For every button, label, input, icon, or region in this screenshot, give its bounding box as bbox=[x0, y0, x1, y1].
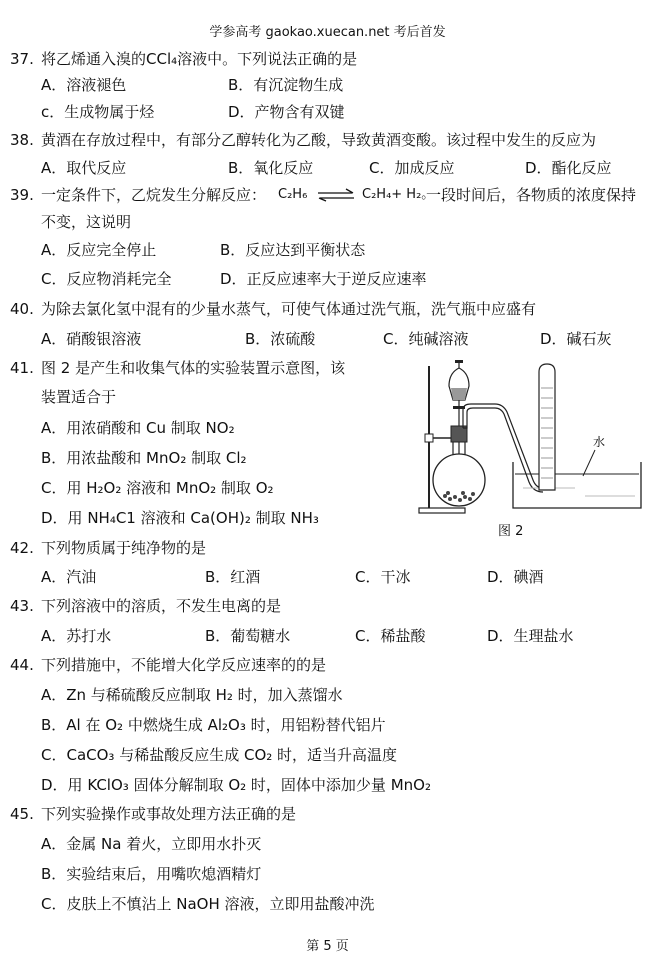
option-d: D．用 NH₄C1 溶液和 Ca(OH)₂ 制取 NH₃ bbox=[41, 509, 319, 527]
question-stem: 黄酒在存放过程中，有部分乙醇转化为乙酸，导致黄酒变酸。该过程中发生的反应为 bbox=[41, 131, 597, 149]
question-number: 41. bbox=[10, 359, 34, 377]
option-c: C．加成反应 bbox=[369, 159, 455, 177]
question-stem: 下列实验操作或事故处理方法正确的是 bbox=[41, 805, 297, 823]
option-b: B．葡萄糖水 bbox=[205, 627, 291, 645]
question-stem: 下列物质属于纯净物的是 bbox=[41, 539, 207, 557]
option-a: A．取代反应 bbox=[41, 159, 127, 177]
question-number: 40. bbox=[10, 300, 34, 318]
figure-caption: 图 2 bbox=[498, 524, 524, 539]
page-footer: 第 5 页 bbox=[306, 939, 349, 954]
question-37 bbox=[10, 48, 357, 70]
option-d: D．用 KClO₃ 固体分解制取 O₂ 时，固体中添加少量 MnO₂ bbox=[41, 776, 431, 794]
option-a: A．苏打水 bbox=[41, 627, 112, 645]
option-b: B．有沉淀物生成 bbox=[228, 76, 344, 94]
question-stem: 一定条件下，乙烷发生分解反应： bbox=[41, 186, 267, 204]
option-c: C．用 H₂O₂ 溶液和 MnO₂ 制取 O₂ bbox=[41, 479, 274, 497]
option-c: C．CaCO₃ 与稀盐酸反应生成 CO₂ 时，适当升高温度 bbox=[41, 746, 398, 764]
option-d: D．酯化反应 bbox=[525, 159, 612, 177]
question-38 bbox=[10, 129, 596, 151]
option-a: A．反应完全停止 bbox=[41, 241, 157, 259]
question-42 bbox=[10, 537, 206, 559]
question-stem-cont: 不变，这说明 bbox=[41, 213, 132, 231]
option-b: B．氧化反应 bbox=[228, 159, 314, 177]
question-number: 39. bbox=[10, 186, 34, 204]
equation-left: C₂H₆ bbox=[278, 187, 308, 202]
question-number: 38. bbox=[10, 131, 34, 149]
option-b: B．浓硫酸 bbox=[245, 330, 316, 348]
page-header: 学参高考 gaokao.xuecan.net 考后首发 bbox=[209, 25, 446, 40]
question-40 bbox=[10, 298, 536, 320]
question-43 bbox=[10, 595, 281, 617]
option-a: A．汽油 bbox=[41, 568, 97, 586]
equilibrium-arrow-icon bbox=[316, 188, 356, 202]
option-c: C．干冰 bbox=[355, 568, 411, 586]
option-c: C．皮肤上不慎沾上 NaOH 溶液，立即用盐酸冲洗 bbox=[41, 895, 375, 913]
option-d: D．产物含有双键 bbox=[228, 103, 345, 121]
question-number: 42. bbox=[10, 539, 34, 557]
question-stem-cont: 一段时间后，各物质的浓度保持 bbox=[426, 186, 637, 204]
option-b: B．用浓盐酸和 MnO₂ 制取 Cl₂ bbox=[41, 449, 247, 467]
question-stem: 为除去氯化氢中混有的少量水蒸气，可使气体通过洗气瓶，洗气瓶中应盛有 bbox=[41, 300, 537, 318]
equation-right: C₂H₄+ H₂。 bbox=[362, 187, 435, 202]
option-d: D．碘酒 bbox=[487, 568, 544, 586]
question-stem: 将乙烯通入溴的CCl₄溶液中。下列说法正确的是 bbox=[41, 50, 358, 68]
question-stem: 下列措施中，不能增大化学反应速率的的是 bbox=[41, 656, 327, 674]
question-number: 44. bbox=[10, 656, 34, 674]
question-number: 43. bbox=[10, 597, 34, 615]
option-d: D．碱石灰 bbox=[540, 330, 612, 348]
option-c: C．反应物消耗完全 bbox=[41, 270, 172, 288]
option-b: B．实验结束后，用嘴吹熄酒精灯 bbox=[41, 865, 262, 883]
option-b: B．反应达到平衡状态 bbox=[220, 241, 366, 259]
question-39 bbox=[10, 184, 266, 206]
option-a: A．金属 Na 着火，立即用水扑灭 bbox=[41, 835, 262, 853]
option-a: A．Zn 与稀硫酸反应制取 H₂ 时，加入蒸馏水 bbox=[41, 686, 343, 704]
option-d: D．生理盐水 bbox=[487, 627, 574, 645]
option-a: A．溶液褪色 bbox=[41, 76, 127, 94]
option-a: A．用浓硝酸和 Cu 制取 NO₂ bbox=[41, 419, 235, 437]
question-number: 37. bbox=[10, 50, 34, 68]
question-44 bbox=[10, 654, 326, 676]
option-b: B．红酒 bbox=[205, 568, 261, 586]
option-d: D．正反应速率大于逆反应速率 bbox=[220, 270, 427, 288]
question-stem-cont: 装置适合于 bbox=[41, 388, 117, 406]
question-45 bbox=[10, 803, 296, 825]
option-c: C．纯碱溶液 bbox=[383, 330, 469, 348]
option-a: A．硝酸银溶液 bbox=[41, 330, 142, 348]
question-stem: 图 2 是产生和收集气体的实验装置示意图，该 bbox=[41, 359, 346, 377]
option-b: B．Al 在 O₂ 中燃烧生成 Al₂O₃ 时，用铝粉替代铝片 bbox=[41, 716, 386, 734]
question-number: 45. bbox=[10, 805, 34, 823]
question-stem: 下列溶液中的溶质，不发生电离的是 bbox=[41, 597, 282, 615]
water-label: 水 bbox=[593, 435, 606, 449]
gas-apparatus-figure bbox=[415, 358, 645, 538]
option-c: c．生成物属于烃 bbox=[41, 103, 155, 121]
question-41 bbox=[10, 357, 345, 379]
option-c: C．稀盐酸 bbox=[355, 627, 426, 645]
